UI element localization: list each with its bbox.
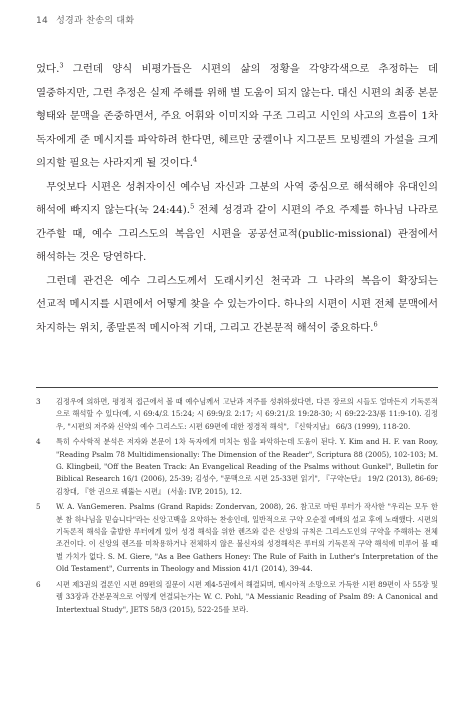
footnote-ref[interactable]: 4 <box>193 155 198 164</box>
footnote <box>36 579 438 616</box>
footnote-number: 4 <box>36 437 41 447</box>
page-number: 14 <box>36 16 49 26</box>
running-head <box>36 13 134 26</box>
footnote-text: W. A. VanGemeren. Psalms (Grand Rapids: Zondervan, 2008), 26. 참고로 마틴 루터가 작사한 "우리는 모두 한 분 참 하나님을 믿습니다"라는 신앙고백을 요약하는 찬송인데, 일반적으로 구약 오순절 예배의 설교 후에 노래했다. 시편의 기독론적 해석을 출발한 루터에게 있어 성경 해석을 위한 렌즈와 같은 신앙의 규칙은 그리스도인의 구약을 주해하는 전체 조건이다. 이 신앙의 렌즈를 미착용하거나 전체하지 않은 불신자의 성경해석은 루터의 기독론적 구약 해석에 미루어 볼 때 별 가치가 없다. S. M. Giere, "As a Bee Gathers Honey: The Rule of Faith in Luther's Interpretation of the Old Testament", Currents in Theology and Mission 41/1 (2014), 39-44. <box>56 502 438 574</box>
footnote <box>36 396 438 433</box>
footnote-ref[interactable]: 3 <box>59 61 64 70</box>
paragraph-2: 무엇보다 시편은 성취자이신 예수님 자신과 그분의 사역 중심으로 해석해야 유대인의 해석에 빠지지 않는다(눅 24:44).$^5$ 전체 성경과 같이 시편의 주요 주제를 하나님 나라로 간주할 때, 예수 그리스도의 복음인 시편을 공공선교적(public-missional) 관점에서 해석하는 것은 당연하다. <box>36 180 438 263</box>
footnotes <box>36 396 438 619</box>
footnote-number: 5 <box>36 502 41 512</box>
footnote <box>36 501 438 575</box>
footnote-ref[interactable]: 5 <box>190 202 195 211</box>
footnote-text: 김정우에 의하면, 평정적 접근에서 볼 때 예수님께서 고난과 저주를 성취하셨다면, 다른 장르의 시들도 얼마든지 기독론적으로 해석할 수 있다(예, 시 69:4/요 15:24; 시 69:9/요 2:17; 시 69:21/요 19:28-30; 시 69:22-23/롬 11:9-10). 김정우, "시편의 저주와 신약의 예수 그리스도: 시편 69편에 대한 정경적 해석", 『신학지남』 66/3 (1999), 118-20. <box>56 397 438 431</box>
footnote-number: 3 <box>36 397 41 406</box>
paragraph-1: 었다.$^3$ 그런데 양식 비평가들은 시편의 삶의 정황을 각양각색으로 추정하는 데 열중하지만, 그런 추정은 실제 주해를 위해 별 도움이 되지 않는다. 대신 시편의 최종 본문 형태와 문맥을 존중하면서, 주요 어휘와 이미지와 구조 그리고 시인의 사고의 흐름이 1차 독자에게 준 메시지를 파악하려 한다면, 헤르만 궁켈이나 지그문트 모빙켈의 가설을 크게 의지할 필요는 사라지게 될 것이다.$^4$ <box>36 61 438 169</box>
footnote-text: 특히 수사학적 분석은 저자와 본문이 1차 독자에게 미치는 힘을 파악하는데 도움이 된다. Y. Kim and H. F. van Rooy, "Reading Psalm 78 Multidimensionally: The Dimension of the Reader", Scriptura 88 (2005), 102-103; M. G. Klingbeil, "Off the Beaten Track: An Evangelical Reading of the Psalms without Gunkel", Bulletin for Biblical Research 16/1 (2006), 25-39; 김성수, "문맥으로 시편 25-33편 읽기", 『구약논단』 19/2 (2013), 86-69; 김창대, 『한 권으로 꿰뚫는 시편』 (서울: IVP, 2015), 12. <box>56 437 438 496</box>
footnote-ref[interactable]: 6 <box>373 320 378 329</box>
footnote <box>36 436 438 498</box>
body-text <box>36 58 438 340</box>
footnote-number: 6 <box>36 579 41 589</box>
book-title: 성경과 찬송의 대화 <box>56 16 135 26</box>
paragraph-3: 그런데 관건은 예수 그리스도께서 도래시키신 천국과 그 나라의 복음이 확장되는 선교적 메시지를 시편에서 어떻게 찾을 수 있는가이다. 하나의 시편이 시편 전체 문맥에서 차지하는 위치, 종말론적 메시아적 기대, 그리고 간본문적 해석이 중요하다.$^6$ <box>36 274 438 334</box>
footnote-divider <box>36 387 438 388</box>
footnote-text: 시편 제3권의 결론인 시편 89편의 질문이 시편 제4-5권에서 해결되며, 메시아적 소망으로 가득한 시편 89편이 사 55장 및 렘 33장과 간본문적으로 어떻게 연결되는가는 W. C. Pohl, "A Messianic Reading of Psalm 89: A Canonical and Intertextual Study", JETS 58/3 (2015), 522-25를 보라. <box>56 579 438 614</box>
